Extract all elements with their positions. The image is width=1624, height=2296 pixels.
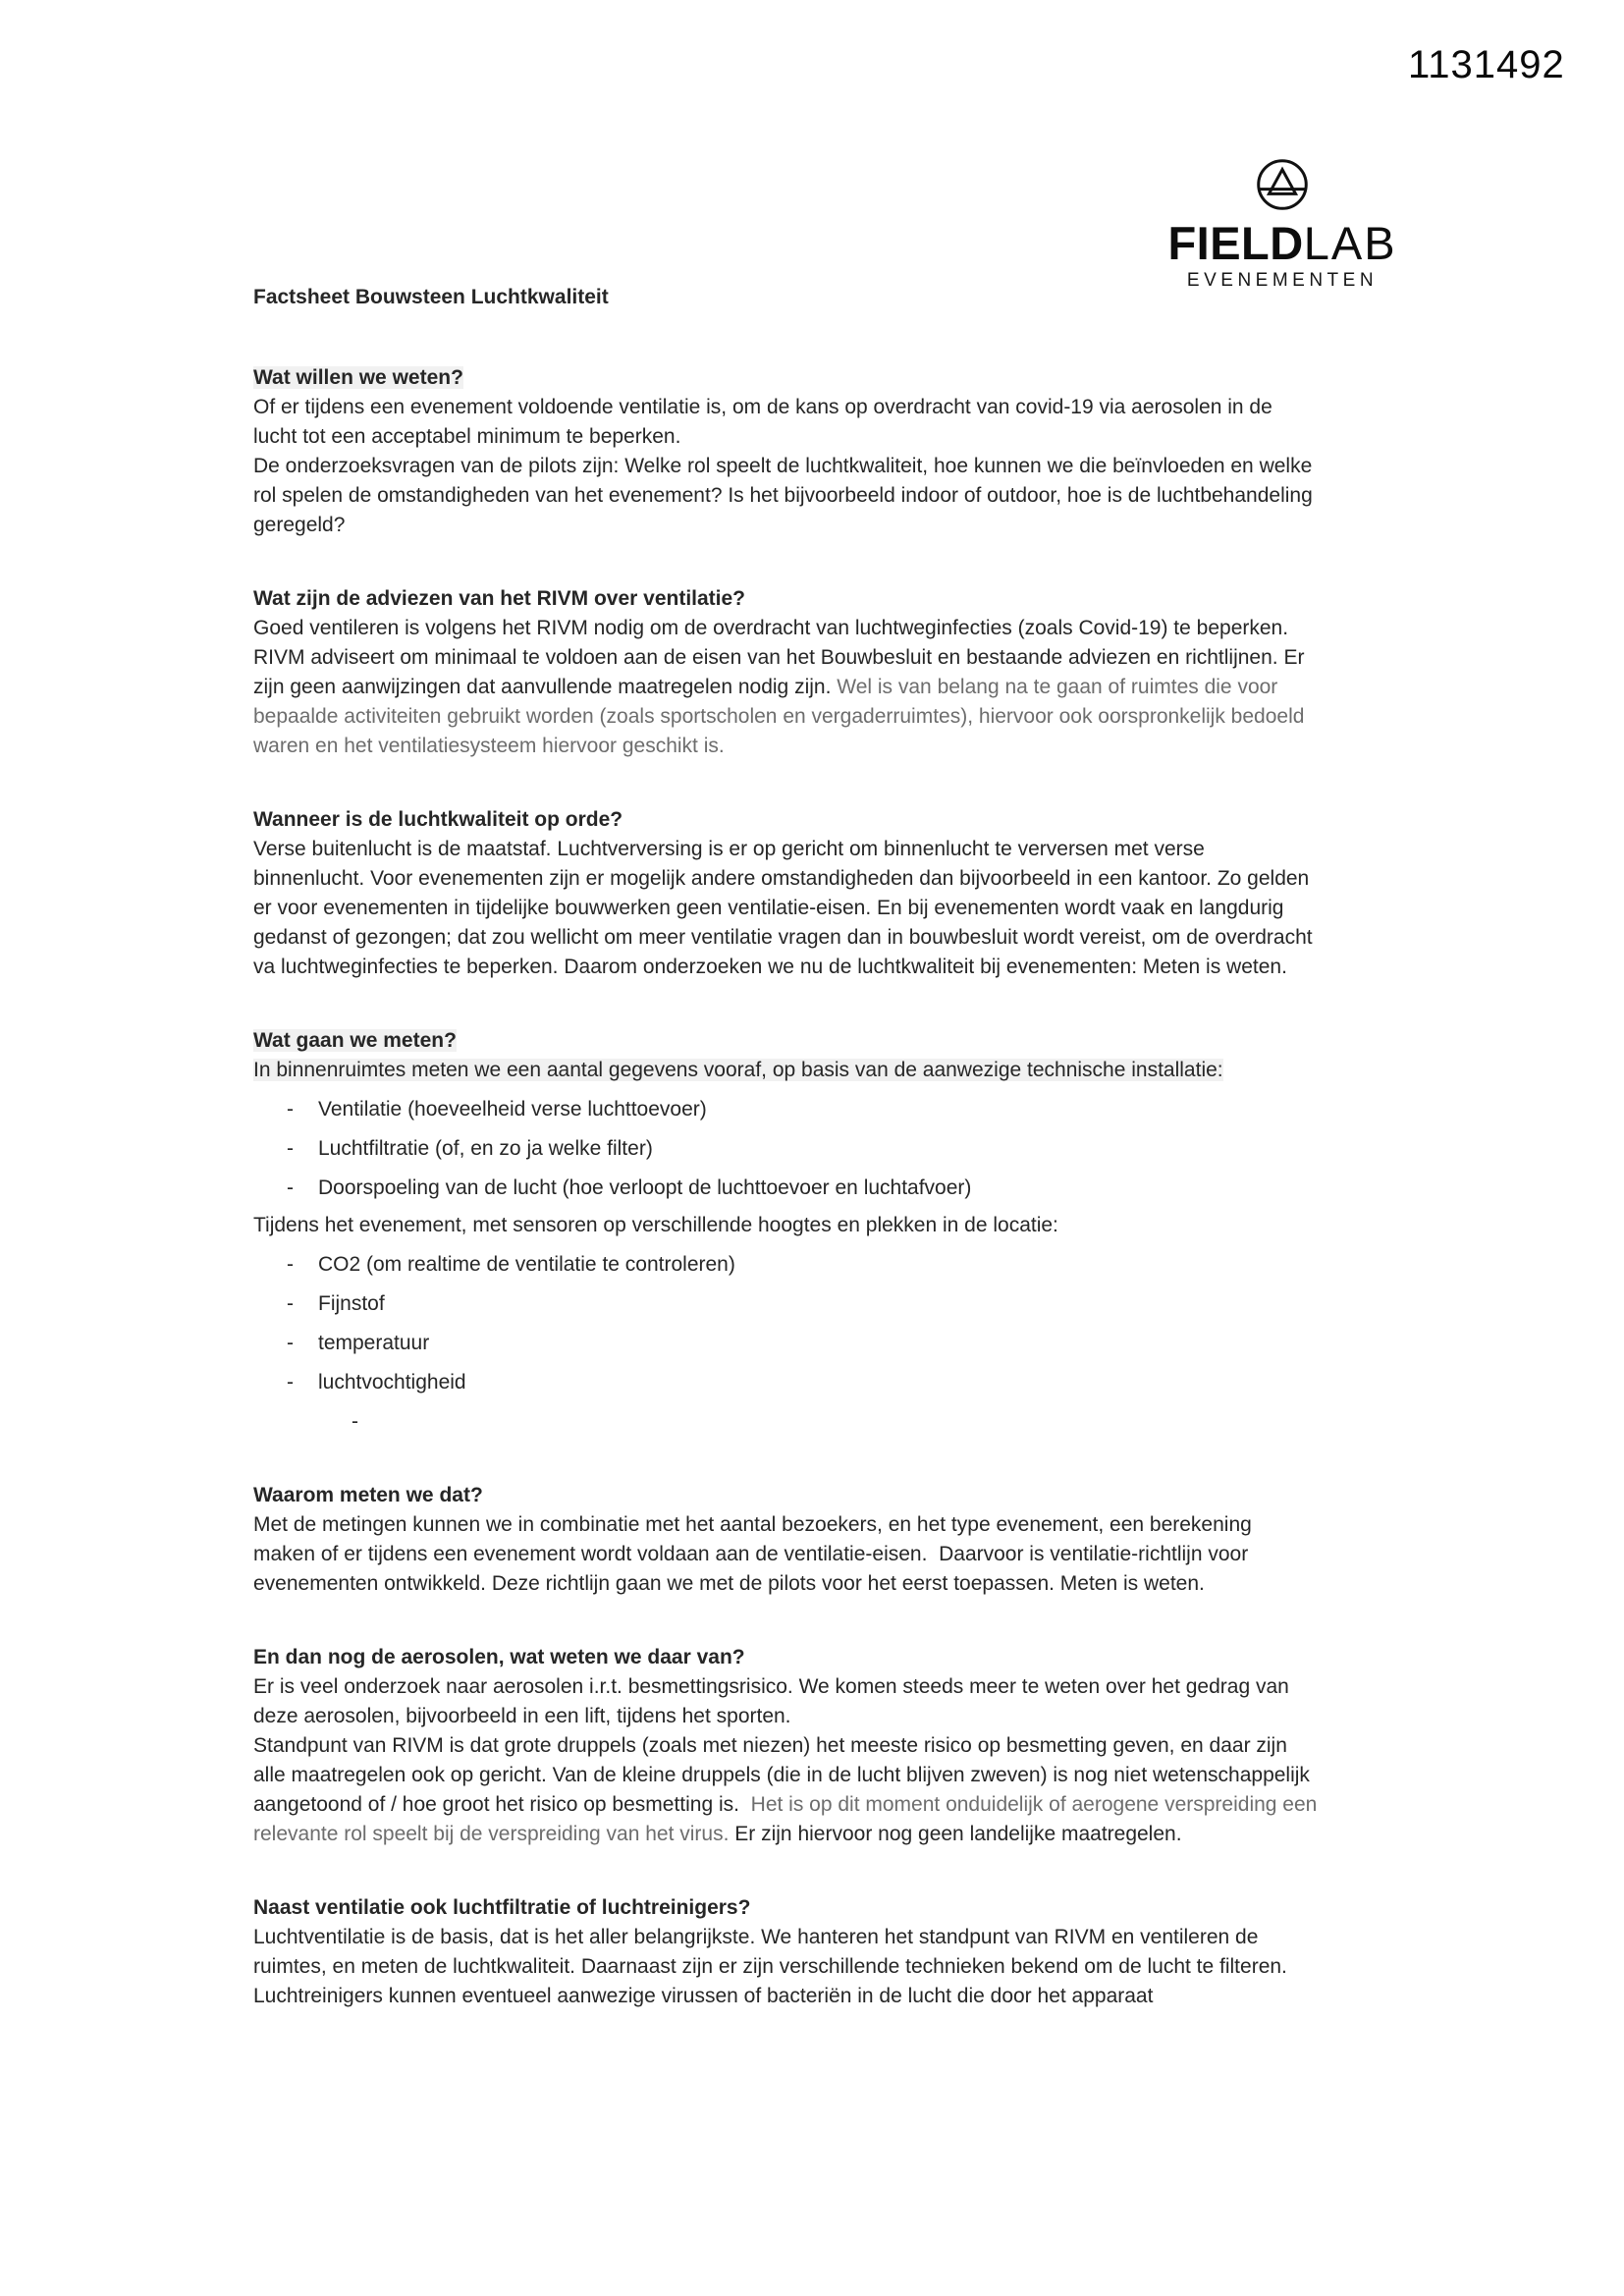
list-item bbox=[253, 1134, 1318, 1164]
bullet-dash: - bbox=[287, 1292, 294, 1315]
list-item bbox=[253, 1250, 1318, 1280]
section-heading-text: Naast ventilatie ook luchtfiltratie of luchtreinigers? bbox=[253, 1896, 751, 1919]
section-adviezen-rivm bbox=[253, 584, 1318, 761]
section-heading bbox=[253, 805, 1318, 835]
section-heading-text: En dan nog de aerosolen, wat weten we daar van? bbox=[253, 1646, 745, 1668]
bullet-dash: - bbox=[287, 1098, 294, 1121]
bullet-text: CO2 (om realtime de ventilatie te controleren) bbox=[318, 1253, 735, 1276]
section-wat-gaan-we-meten bbox=[253, 1026, 1318, 1437]
section-heading-text: Wat zijn de adviezen van het RIVM over ventilatie? bbox=[253, 587, 746, 610]
list-intro-text: In binnenruimtes meten we een aantal gegevens vooraf, op basis van de aanwezige technische installatie: bbox=[253, 1059, 1223, 1081]
list-item bbox=[253, 1368, 1318, 1397]
bullet-dash: - bbox=[287, 1371, 294, 1394]
bullet-text: luchtvochtigheid bbox=[318, 1371, 466, 1394]
section-heading-text: Waarom meten we dat? bbox=[253, 1484, 483, 1506]
section-waarom-meten bbox=[253, 1481, 1318, 1599]
paragraph: Er is veel onderzoek naar aerosolen i.r.t. besmettingsrisico. We komen steeds meer te weten over het gedrag van deze aerosolen, bijvoorbeeld in een lift, tijdens het sporten. bbox=[253, 1675, 1295, 1727]
paragraph bbox=[253, 1731, 1324, 1849]
logo-lab-text: LAB bbox=[1303, 217, 1397, 269]
section-luchtfiltratie-luchtreinigers bbox=[253, 1893, 1318, 2011]
section-aerosolen bbox=[253, 1643, 1324, 1849]
paragraph: Met de metingen kunnen we in combinatie met het aantal bezoekers, en het type evenement, een berekening maken of er tijdens een evenement wordt voldaan aan de ventilatie-eisen. Daarvoor is ventilatie-richtlijn voor evenementen ontwikkeld. Deze richtlijn gaan we met de pilots voor het eerst toepassen. Meten is weten. bbox=[253, 1513, 1258, 1595]
text-segment: Goed ventileren is volgens het RIVM nodig om de overdracht van luchtweginfecties (zoals Covid-19) te beperken. RIVM adviseert om minimaal te voldoen aan de eisen van het Bouwbesluit en bestaande adviezen en richtlijnen. Er zijn geen aanwijzingen dat aanvullende maatregelen nodig zijn. bbox=[253, 617, 1311, 698]
paragraph: Tijdens het evenement, met sensoren op verschillende hoogtes en plekken in de locatie: bbox=[253, 1214, 1058, 1236]
bullet-text: Ventilatie (hoeveelheid verse luchttoevoer) bbox=[318, 1098, 707, 1121]
bullet-text: Luchtfiltratie (of, en zo ja welke filter) bbox=[318, 1137, 653, 1160]
logo-field-text: FIELD bbox=[1167, 217, 1304, 269]
list-item bbox=[253, 1329, 1318, 1358]
bullet-dash: - bbox=[287, 1332, 294, 1354]
bullet-dash: - bbox=[287, 1137, 294, 1160]
bullet-text: Doorspoeling van de lucht (hoe verloopt de luchttoevoer en luchtafvoer) bbox=[318, 1176, 972, 1199]
stray-dash: - bbox=[352, 1410, 358, 1433]
section-heading-text: Wanneer is de luchtkwaliteit op orde? bbox=[253, 808, 623, 831]
logo-tagline: EVENEMENTEN bbox=[1186, 269, 1379, 291]
section-heading-text: Wat gaan we meten? bbox=[253, 1029, 457, 1052]
section-heading bbox=[253, 1643, 1318, 1672]
paragraph: Of er tijdens een evenement voldoende ventilatie is, om de kans op overdracht van covid-19 via aerosolen in de lucht tot een acceptabel minimum te beperken. bbox=[253, 396, 1278, 448]
paragraph bbox=[253, 614, 1318, 761]
bullet-dash: - bbox=[287, 1176, 294, 1199]
section-heading bbox=[253, 1481, 1318, 1510]
logo-wordmark bbox=[1162, 217, 1403, 269]
fieldlab-logo bbox=[1162, 157, 1403, 292]
paragraph: Verse buitenlucht is de maatstaf. Luchtverversing is er op gericht om binnenlucht te verversen met verse binnenlucht. Voor evenementen zijn er mogelijk andere omstandigheden dan bijvoorbeeld in een kantoor. Zo gelden er voor evenementen in tijdelijke bouwwerken geen ventilatie-eisen. En bij evenementen wordt vaak en langdurig gedanst of gezongen; dat zou wellicht om meer ventilatie vragen dan in bouwbesluit wordt vereist, om de overdracht va luchtweginfecties te beperken. Daarom onderzoeken we nu de luchtkwaliteit bij evenementen: Meten is weten. bbox=[253, 838, 1319, 978]
section-heading bbox=[253, 584, 1318, 614]
list-item bbox=[253, 1289, 1318, 1319]
section-luchtkwaliteit-op-orde bbox=[253, 805, 1318, 982]
document-content bbox=[253, 283, 1324, 2011]
list-item bbox=[253, 1095, 1318, 1124]
text-segment: Standpunt van RIVM is dat grote druppels (zoals met niezen) het meeste risico op besmetting geven, en daar zijn alle maatregelen ook op gericht. Van de kleine druppels (die in de lucht blijven zweven) is nog niet wetenschappelijk aangetoond of / hoe groot het risico op besmetting is. bbox=[253, 1734, 1316, 1816]
section-heading-text: Wat willen we weten? bbox=[253, 366, 463, 389]
section-wat-willen-we-weten bbox=[253, 363, 1318, 540]
bullet-text: Fijnstof bbox=[318, 1292, 385, 1315]
list-item bbox=[253, 1174, 1318, 1203]
stamp-number: 1131492 bbox=[1408, 43, 1565, 86]
paragraph: Luchtventilatie is de basis, dat is het aller belangrijkste. We hanteren het standpunt van RIVM en ventileren de ruimtes, en meten de luchtkwaliteit. Daarnaast zijn er zijn verschillende technieken bekend om de lucht te filteren. Luchtreinigers kunnen eventueel aanwezige virussen of bacteriën in de lucht die door het apparaat bbox=[253, 1926, 1293, 2007]
text-segment-faded: Wel is van belang na te gaan of ruimtes die voor bepaalde activiteiten gebruikt worden (zoals sportscholen en vergaderruimtes), hiervoor ook oorspronkelijk bedoeld waren en het ventilatiesysteem hiervoor geschikt is. bbox=[253, 676, 1311, 757]
bullet-text: temperatuur bbox=[318, 1332, 430, 1354]
page-title: Factsheet Bouwsteen Luchtkwaliteit bbox=[253, 286, 609, 308]
text-segment-faded: Het is op dit moment onduidelijk of aerogene verspreiding een relevante rol speelt bij de verspreiding van het virus. bbox=[253, 1793, 1324, 1845]
section-heading bbox=[253, 1893, 1318, 1923]
section-heading bbox=[253, 363, 1318, 393]
fieldlab-triangle-circle-icon bbox=[1162, 157, 1403, 212]
bullet-dash: - bbox=[287, 1253, 294, 1276]
paragraph: De onderzoeksvragen van de pilots zijn: Welke rol speelt de luchtkwaliteit, hoe kunnen we die beïnvloeden en welke rol spelen de omstandigheden van het evenement? Is het bijvoorbeeld indoor of outdoor, hoe is de luchtbehandeling geregeld? bbox=[253, 455, 1319, 536]
paragraph bbox=[253, 1056, 1318, 1085]
text-segment: Er zijn hiervoor nog geen landelijke maatregelen. bbox=[734, 1823, 1182, 1845]
section-heading bbox=[253, 1026, 1318, 1056]
